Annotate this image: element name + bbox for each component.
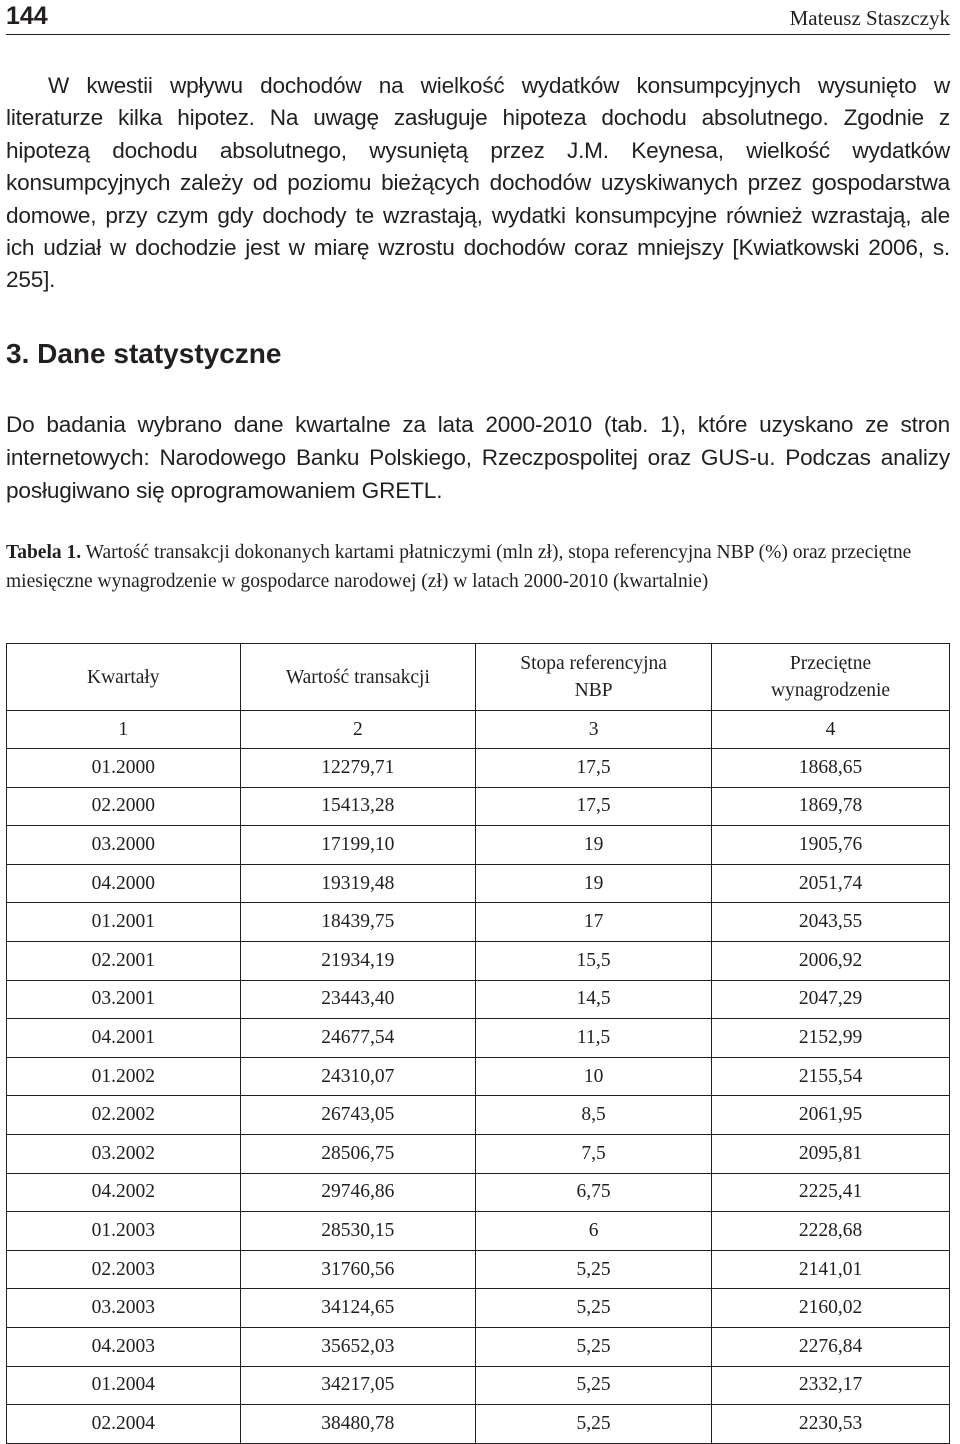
average-wage-cell: 2228,68 [712, 1212, 950, 1251]
average-wage-cell: 1869,78 [712, 787, 950, 826]
intro-paragraph: W kwestii wpływu dochodów na wielkość wydatków konsumpcyjnych wysunięto w literaturze kilka hipotez. Na uwagę zasługuje hipoteza dochodu absolutnego. Zgodnie z hipotezą dochodu absolutnego, wysuniętą przez J.M. Keynesa, wielkość wydatków konsumpcyjnych zależy od poziomu bieżących dochodów uzyskiwanych przez gospodarstwa domowe, przy czym gdy dochody te wzrastają, wydatki konsumpcyjne również wzrastają, ale ich udział w dochodzie jest w miarę wzrostu dochodów coraz mniejszy [Kwiatkowski 2006, s. 255]. [6, 73, 950, 293]
table-row [7, 1212, 950, 1251]
average-wage-cell: 2230,53 [712, 1405, 950, 1444]
table-row [7, 826, 950, 865]
running-author: Mateusz Staszczyk [789, 6, 950, 30]
quarter-cell: 01.2004 [7, 1366, 241, 1405]
column-number-cell: 1 [7, 711, 241, 749]
table-row [7, 1096, 950, 1135]
data-table [6, 643, 950, 1444]
table-row [7, 980, 950, 1019]
table-header-row [7, 644, 950, 711]
section-heading: 3. Dane statystyczne [6, 338, 282, 369]
average-wage-cell: 2095,81 [712, 1134, 950, 1173]
reference-rate-cell: 5,25 [476, 1289, 712, 1328]
column-number-cell: 3 [476, 711, 712, 749]
average-wage-cell: 1905,76 [712, 826, 950, 865]
reference-rate-cell: 8,5 [476, 1096, 712, 1135]
reference-rate-cell: 14,5 [476, 980, 712, 1019]
reference-rate-cell: 10 [476, 1057, 712, 1096]
reference-rate-cell: 11,5 [476, 1019, 712, 1058]
page-number: 144 [6, 2, 48, 30]
transaction-value-cell: 17199,10 [240, 826, 476, 865]
transaction-value-cell: 31760,56 [240, 1250, 476, 1289]
quarter-cell: 03.2000 [7, 826, 241, 865]
average-wage-cell: 2141,01 [712, 1250, 950, 1289]
transaction-value-cell: 35652,03 [240, 1327, 476, 1366]
table-row [7, 1289, 950, 1328]
average-wage-cell: 2043,55 [712, 903, 950, 942]
transaction-value-cell: 18439,75 [240, 903, 476, 942]
reference-rate-cell: 5,25 [476, 1250, 712, 1289]
table-row [7, 1019, 950, 1058]
transaction-value-cell: 28530,15 [240, 1212, 476, 1251]
reference-rate-cell: 17 [476, 903, 712, 942]
reference-rate-cell: 17,5 [476, 749, 712, 788]
reference-rate-cell: 6,75 [476, 1173, 712, 1212]
quarter-cell: 02.2004 [7, 1405, 241, 1444]
table-row [7, 749, 950, 788]
average-wage-cell: 2061,95 [712, 1096, 950, 1135]
transaction-value-cell: 23443,40 [240, 980, 476, 1019]
table-row [7, 1134, 950, 1173]
quarter-cell: 01.2000 [7, 749, 241, 788]
header-cell: Stopa referencyjna NBP [476, 644, 712, 711]
quarter-cell: 04.2003 [7, 1327, 241, 1366]
transaction-value-cell: 24677,54 [240, 1019, 476, 1058]
average-wage-cell: 1868,65 [712, 749, 950, 788]
quarter-cell: 04.2000 [7, 864, 241, 903]
table-caption-label: Tabela 1. [6, 542, 82, 563]
average-wage-cell: 2152,99 [712, 1019, 950, 1058]
average-wage-cell: 2006,92 [712, 941, 950, 980]
average-wage-cell: 2225,41 [712, 1173, 950, 1212]
quarter-cell: 01.2003 [7, 1212, 241, 1251]
average-wage-cell: 2276,84 [712, 1327, 950, 1366]
transaction-value-cell: 38480,78 [240, 1405, 476, 1444]
header-cell: Przeciętne wynagrodzenie [712, 644, 950, 711]
average-wage-cell: 2160,02 [712, 1289, 950, 1328]
transaction-value-cell: 24310,07 [240, 1057, 476, 1096]
quarter-cell: 03.2003 [7, 1289, 241, 1328]
quarter-cell: 02.2000 [7, 787, 241, 826]
column-number-row [7, 711, 950, 749]
table-row [7, 1173, 950, 1212]
quarter-cell: 01.2002 [7, 1057, 241, 1096]
column-number-cell: 4 [712, 711, 950, 749]
average-wage-cell: 2155,54 [712, 1057, 950, 1096]
table-caption-text: Wartość transakcji dokonanych kartami płatniczymi (mln zł), stopa referencyjna NBP (%) oraz przeciętne miesięczne wynagrodzenie w gospodarce narodowej (zł) w latach 2000-2010 (kwartalnie) [6, 542, 912, 592]
transaction-value-cell: 12279,71 [240, 749, 476, 788]
running-header [6, 0, 950, 35]
column-number-cell: 2 [240, 711, 476, 749]
section-paragraph: Do badania wybrano dane kwartalne za lata 2000-2010 (tab. 1), które uzyskano ze stron internetowych: Narodowego Banku Polskiego, Rzeczpospolitej oraz GUS-u. Podczas analizy posługiwano się oprogramowaniem GRETL. [6, 412, 950, 503]
reference-rate-cell: 7,5 [476, 1134, 712, 1173]
quarter-cell: 03.2002 [7, 1134, 241, 1173]
transaction-value-cell: 34124,65 [240, 1289, 476, 1328]
transaction-value-cell: 21934,19 [240, 941, 476, 980]
reference-rate-cell: 5,25 [476, 1327, 712, 1366]
header-cell: Wartość transakcji [240, 644, 476, 711]
reference-rate-cell: 5,25 [476, 1405, 712, 1444]
table-row [7, 1250, 950, 1289]
average-wage-cell: 2332,17 [712, 1366, 950, 1405]
table-row [7, 1405, 950, 1444]
quarter-cell: 02.2002 [7, 1096, 241, 1135]
transaction-value-cell: 19319,48 [240, 864, 476, 903]
reference-rate-cell: 5,25 [476, 1366, 712, 1405]
average-wage-cell: 2051,74 [712, 864, 950, 903]
table-row [7, 864, 950, 903]
header-cell: Kwartały [7, 644, 241, 711]
quarter-cell: 04.2002 [7, 1173, 241, 1212]
average-wage-cell: 2047,29 [712, 980, 950, 1019]
table-row [7, 787, 950, 826]
table-row [7, 941, 950, 980]
transaction-value-cell: 26743,05 [240, 1096, 476, 1135]
quarter-cell: 02.2001 [7, 941, 241, 980]
quarter-cell: 03.2001 [7, 980, 241, 1019]
transaction-value-cell: 29746,86 [240, 1173, 476, 1212]
transaction-value-cell: 15413,28 [240, 787, 476, 826]
reference-rate-cell: 17,5 [476, 787, 712, 826]
reference-rate-cell: 6 [476, 1212, 712, 1251]
table-row [7, 1057, 950, 1096]
quarter-cell: 02.2003 [7, 1250, 241, 1289]
quarter-cell: 01.2001 [7, 903, 241, 942]
transaction-value-cell: 28506,75 [240, 1134, 476, 1173]
reference-rate-cell: 15,5 [476, 941, 712, 980]
reference-rate-cell: 19 [476, 826, 712, 865]
table-caption [6, 538, 950, 596]
quarter-cell: 04.2001 [7, 1019, 241, 1058]
reference-rate-cell: 19 [476, 864, 712, 903]
transaction-value-cell: 34217,05 [240, 1366, 476, 1405]
table-row [7, 903, 950, 942]
table-row [7, 1327, 950, 1366]
table-row [7, 1366, 950, 1405]
